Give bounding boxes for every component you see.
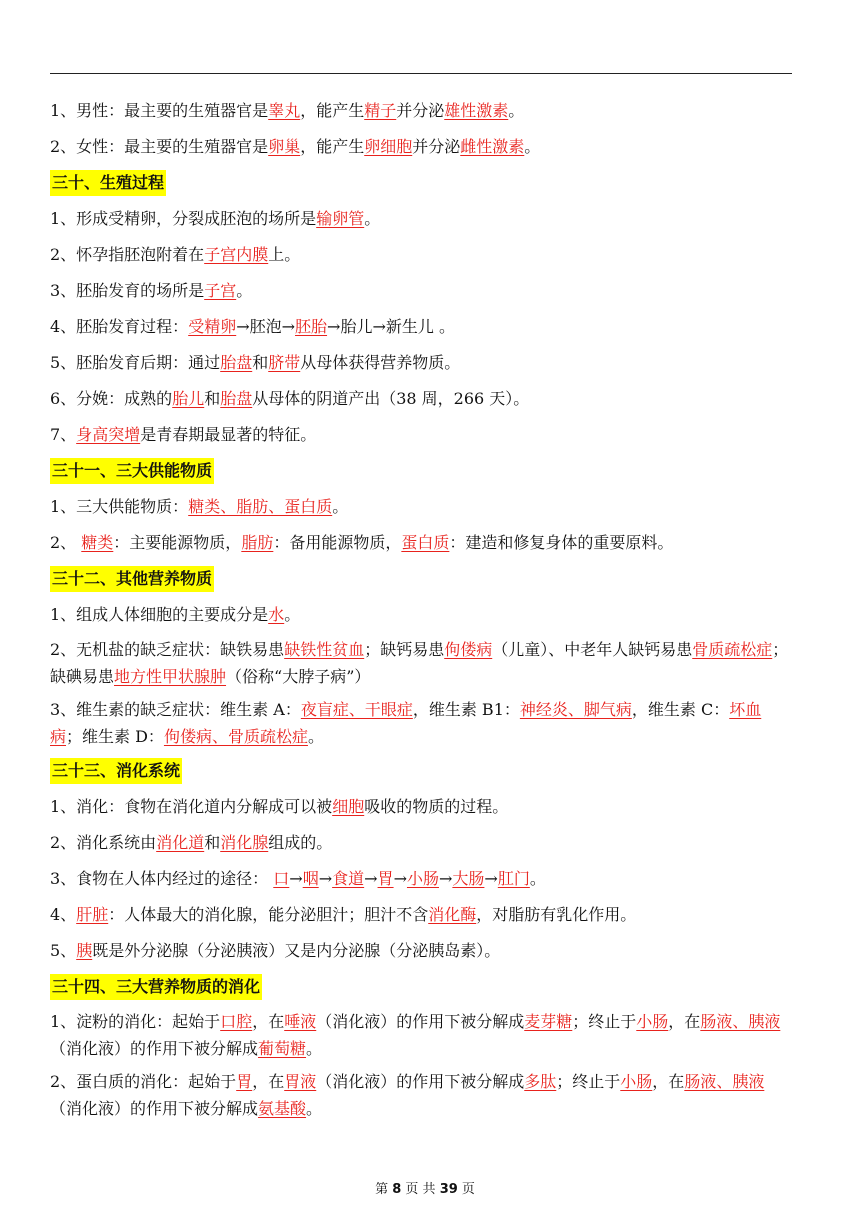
answer-term: 脂肪 — [241, 533, 274, 552]
item-text: 6、分娩：成熟的 — [50, 389, 173, 408]
item-text: ，维生素 C： — [631, 700, 730, 719]
page-footer — [0, 1178, 850, 1197]
answer-term: 细胞 — [332, 797, 365, 816]
item-text: → — [364, 869, 378, 888]
footer-total-pages: 39 — [439, 1182, 458, 1197]
answer-term: 肠液、胰液 — [700, 1012, 781, 1031]
list-item — [50, 420, 792, 450]
item-text: ，在 — [252, 1072, 285, 1091]
answer-term: 夜盲症、干眼症 — [300, 700, 413, 719]
section-heading: 三十三、消化系统 — [50, 758, 182, 784]
item-text: （儿童）、中老年人缺钙易患 — [492, 640, 693, 659]
answer-term: 氨基酸 — [258, 1099, 307, 1118]
item-text: （消化液）的作用下被分解成 — [50, 1099, 259, 1118]
list-item — [50, 492, 792, 522]
list-item — [50, 828, 792, 858]
item-text: 和 — [252, 353, 269, 372]
item-text: ，在 — [652, 1072, 685, 1091]
answer-term: 卵巢 — [268, 137, 301, 156]
item-text: ，在 — [668, 1012, 701, 1031]
item-text: 。 — [306, 1099, 323, 1118]
item-text: → — [484, 869, 498, 888]
item-text: 。 — [508, 101, 525, 120]
item-text: → — [438, 869, 453, 888]
item-text: 3、食物在人体内经过的途径： — [50, 869, 274, 888]
answer-term: 消化腺 — [220, 833, 269, 852]
answer-term: 麦芽糖 — [524, 1012, 573, 1031]
section-heading: 三十四、三大营养物质的消化 — [50, 974, 262, 1000]
item-text: ；维生素 D： — [66, 727, 164, 746]
item-text: ；缺碘易患 — [50, 640, 789, 686]
section-heading: 三十二、其他营养物质 — [50, 566, 214, 592]
answer-term: 食道 — [332, 869, 365, 888]
item-text: 7、 — [50, 425, 77, 444]
item-text: 4、 — [50, 905, 77, 924]
item-text: 2、蛋白质的消化：起始于 — [50, 1072, 237, 1091]
section-heading-row — [50, 756, 792, 792]
item-text: 组成的。 — [268, 833, 333, 852]
footer-page-number: 8 — [392, 1182, 402, 1197]
list-item — [50, 792, 792, 822]
item-text: 上。 — [268, 245, 301, 264]
answer-term: 胎盘 — [220, 389, 253, 408]
section-heading-row — [50, 168, 792, 204]
section-heading-row — [50, 972, 792, 1008]
item-text: 2、女性：最主要的生殖器官是 — [50, 137, 269, 156]
item-text: 4、胚胎发育过程： — [50, 317, 189, 336]
item-text: 。 — [236, 281, 253, 300]
answer-term: 受精卵 — [188, 317, 237, 336]
list-item — [50, 900, 792, 930]
item-text: 。 — [307, 727, 324, 746]
answer-term: 小肠 — [636, 1012, 669, 1031]
item-text: 1、三大供能物质： — [50, 497, 189, 516]
item-text: 。 — [529, 869, 546, 888]
item-text: ：人体最大的消化腺，能分泌胆汁；胆汁不含 — [108, 905, 429, 924]
item-text: →胚泡→ — [236, 317, 296, 336]
answer-term: 水 — [268, 605, 285, 624]
answer-term: 肠液、胰液 — [684, 1072, 765, 1091]
answer-term: 胃液 — [284, 1072, 317, 1091]
answer-term: 蛋白质 — [401, 533, 450, 552]
item-text: 1、形成受精卵，分裂成胚泡的场所是 — [50, 209, 317, 228]
answer-term: 神经炎、脚气病 — [519, 700, 632, 719]
answer-term: 子宫内膜 — [204, 245, 269, 264]
list-item — [50, 528, 792, 558]
section-heading: 三十、生殖过程 — [50, 170, 166, 196]
answer-term: 精子 — [364, 101, 397, 120]
list-item — [50, 696, 792, 750]
item-text: 。 — [306, 1039, 323, 1058]
section-heading-row — [50, 564, 792, 600]
document-body — [50, 96, 792, 1128]
item-text: 和 — [204, 389, 221, 408]
footer-middle: 页 共 — [405, 1182, 436, 1197]
answer-term: 胎盘 — [220, 353, 253, 372]
list-item — [50, 1068, 792, 1122]
item-text: ，能产生 — [300, 101, 365, 120]
list-item — [50, 600, 792, 630]
item-text: 吸收的物质的过程。 — [364, 797, 509, 816]
item-text: 并分泌 — [412, 137, 461, 156]
list-item — [50, 240, 792, 270]
item-text: 。 — [332, 497, 349, 516]
answer-term: 胎儿 — [172, 389, 205, 408]
item-text: → — [318, 869, 333, 888]
answer-term: 坏血病 — [50, 700, 762, 746]
item-text: 3、维生素的缺乏症状：维生素 A： — [50, 700, 301, 719]
item-text: ：备用能源物质， — [273, 533, 402, 552]
answer-term: 佝偻病 — [444, 640, 493, 659]
answer-term: 输卵管 — [316, 209, 365, 228]
item-text: 和 — [204, 833, 221, 852]
answer-term: 口腔 — [220, 1012, 253, 1031]
item-text: ；终止于 — [556, 1072, 621, 1091]
list-item — [50, 348, 792, 378]
item-text: →胎儿→新生儿 。 — [327, 317, 455, 336]
answer-term: 大肠 — [452, 869, 485, 888]
answer-term: 卵细胞 — [364, 137, 413, 156]
item-text: 1、组成人体细胞的主要成分是 — [50, 605, 269, 624]
item-text: 2、怀孕指胚泡附着在 — [50, 245, 205, 264]
answer-term: 雄性激素 — [444, 101, 509, 120]
item-text: 是青春期最显著的特征。 — [140, 425, 317, 444]
item-text: 从母体的阴道产出（38 周，266 天）。 — [252, 389, 530, 408]
list-item — [50, 636, 792, 690]
answer-term: 子宫 — [204, 281, 237, 300]
item-text: 2、无机盐的缺乏症状：缺铁易患 — [50, 640, 285, 659]
header-rule — [50, 73, 792, 74]
list-item — [50, 384, 792, 414]
footer-suffix: 页 — [461, 1182, 475, 1197]
item-text: 。 — [364, 209, 381, 228]
answer-term: 胚胎 — [295, 317, 328, 336]
item-text: （消化液）的作用下被分解成 — [316, 1012, 525, 1031]
item-text: 。 — [284, 605, 301, 624]
item-text: 1、消化：食物在消化道内分解成可以被 — [50, 797, 333, 816]
answer-term: 地方性甲状腺肿 — [114, 667, 227, 686]
item-text: （消化液）的作用下被分解成 — [316, 1072, 525, 1091]
answer-term: 口 — [273, 869, 290, 888]
answer-term: 咽 — [302, 869, 319, 888]
item-text: 从母体获得营养物质。 — [300, 353, 461, 372]
footer-prefix: 第 — [375, 1182, 389, 1197]
item-text: ，在 — [252, 1012, 285, 1031]
item-text: 1、淀粉的消化：起始于 — [50, 1012, 221, 1031]
answer-term: 肝脏 — [76, 905, 109, 924]
answer-term: 骨质疏松症 — [692, 640, 773, 659]
item-text: （消化液）的作用下被分解成 — [50, 1039, 259, 1058]
answer-term: 睾丸 — [268, 101, 301, 120]
answer-term: 葡萄糖 — [258, 1039, 307, 1058]
section-heading-row — [50, 456, 792, 492]
answer-term: 胰 — [76, 941, 93, 960]
item-text: → — [393, 869, 407, 888]
answer-term: 缺铁性贫血 — [284, 640, 365, 659]
list-item — [50, 864, 792, 894]
list-item — [50, 936, 792, 966]
item-text: ，维生素 B1： — [412, 700, 520, 719]
answer-term: 糖类、脂肪、蛋白质 — [188, 497, 333, 516]
answer-term: 多肽 — [524, 1072, 557, 1091]
answer-term: 佝偻病、骨质疏松症 — [163, 727, 308, 746]
item-text: 既是外分泌腺（分泌胰液）又是内分泌腺（分泌胰岛素）。 — [92, 941, 501, 960]
answer-term: 胃 — [377, 869, 394, 888]
item-text: ；缺钙易患 — [364, 640, 445, 659]
answer-term: 雌性激素 — [460, 137, 525, 156]
item-text: 1、男性：最主要的生殖器官是 — [50, 101, 269, 120]
answer-term: 唾液 — [284, 1012, 317, 1031]
list-item — [50, 132, 792, 162]
answer-term: 小肠 — [620, 1072, 653, 1091]
list-item — [50, 1008, 792, 1062]
item-text: （俗称“大脖子病”） — [226, 667, 371, 686]
list-item — [50, 204, 792, 234]
item-text: ：主要能源物质， — [113, 533, 242, 552]
item-text: 2、消化系统由 — [50, 833, 157, 852]
item-text: → — [289, 869, 303, 888]
answer-term: 小肠 — [406, 869, 439, 888]
item-text: 5、胚胎发育后期：通过 — [50, 353, 221, 372]
answer-term: 肛门 — [497, 869, 530, 888]
item-text: 2、 — [50, 533, 82, 552]
section-heading: 三十一、三大供能物质 — [50, 458, 214, 484]
item-text: ；终止于 — [572, 1012, 637, 1031]
answer-term: 胃 — [236, 1072, 253, 1091]
item-text: ，能产生 — [300, 137, 365, 156]
answer-term: 消化酶 — [428, 905, 477, 924]
answer-term: 消化道 — [156, 833, 205, 852]
list-item — [50, 312, 792, 342]
item-text: 5、 — [50, 941, 77, 960]
answer-term: 身高突增 — [76, 425, 141, 444]
item-text: 。 — [524, 137, 541, 156]
list-item — [50, 96, 792, 126]
item-text: 并分泌 — [396, 101, 445, 120]
item-text: 3、胚胎发育的场所是 — [50, 281, 205, 300]
list-item — [50, 276, 792, 306]
answer-term: 脐带 — [268, 353, 301, 372]
answer-term: 糖类 — [81, 533, 114, 552]
item-text: ，对脂肪有乳化作用。 — [476, 905, 637, 924]
item-text: ：建造和修复身体的重要原料。 — [449, 533, 674, 552]
